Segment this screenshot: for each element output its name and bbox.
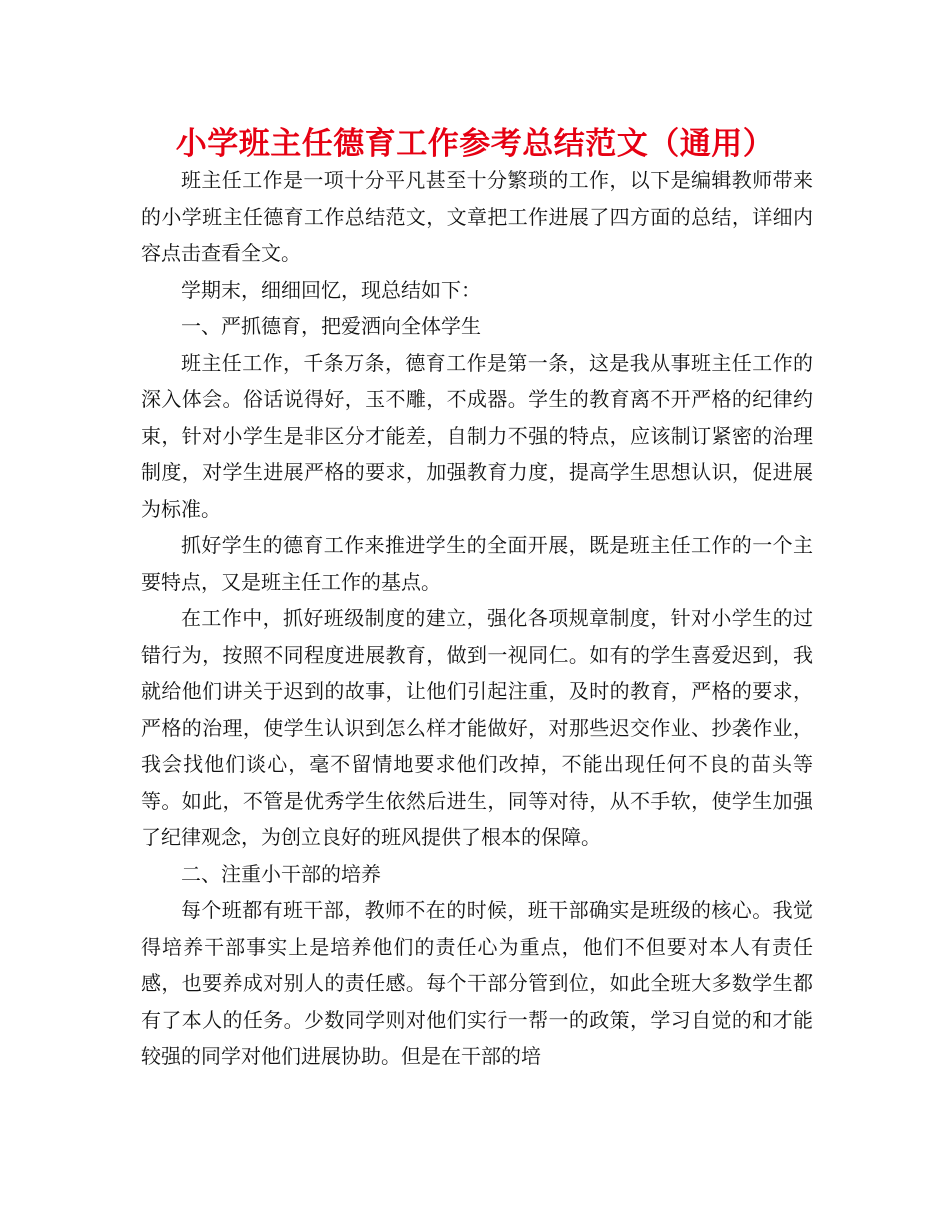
paragraph: 每个班都有班干部，教师不在的时候，班干部确实是班级的核心。我觉得培养干部事实上是培养他们的责任心为重点，他们不但要对本人有责任感，也要养成对别人的责任感。每个干部分管到位，如此全班大多数学生都有了本人的任务。少数同学则对他们实行一帮一的政策，学习自觉的和才能较强的同学对他们进展协助。但是在干部的培 <box>141 898 813 1068</box>
section-heading-2: 二、注重小干部的培养 <box>181 861 381 886</box>
paragraph: 班主任工作，千条万条，德育工作是第一条，这是我从事班主任工作的深入体会。俗话说得好，玉不雕，不成器。学生的教育离不开严格的纪律约束，针对小学生是非区分才能差，自制力不强的特点，应该制订紧密的治理制度，对学生进展严格的要求，加强教育力度，提高学生思想认识，促进展为标准。 <box>141 350 813 521</box>
document-title: 小学班主任德育工作参考总结范文（通用） <box>175 126 775 162</box>
document-body <box>141 162 813 1075</box>
section-heading-1: 一、严抓德育，把爱洒向全体学生 <box>181 314 481 338</box>
paragraph-summary-lead: 学期末，细细回忆，现总结如下： <box>181 277 481 302</box>
paragraph-intro: 班主任工作是一项十分平凡甚至十分繁琐的工作，以下是编辑教师带来的小学班主任德育工作总结范文，文章把工作进展了四方面的总结，详细内容点击查看全文。 <box>141 168 813 265</box>
paragraph: 在工作中，抓好班级制度的建立，强化各项规章制度，针对小学生的过错行为，按照不同程度进展教育，做到一视同仁。如有的学生喜爱迟到，我就给他们讲关于迟到的故事，让他们引起注重，及时的教育，严格的要求，严格的治理，使学生认识到怎么样才能做好，对那些迟交作业、抄袭作业，我会找他们谈心，毫不留情地要求他们改掉，不能出现任何不良的苗头等等。如此，不管是优秀学生依然后进生，同等对待，从不手软，使学生加强了纪律观念，为创立良好的班风提供了根本的保障。 <box>141 606 813 849</box>
paragraph: 抓好学生的德育工作来推进学生的全面开展，既是班主任工作的一个主要特点，又是班主任工作的基点。 <box>141 533 813 594</box>
